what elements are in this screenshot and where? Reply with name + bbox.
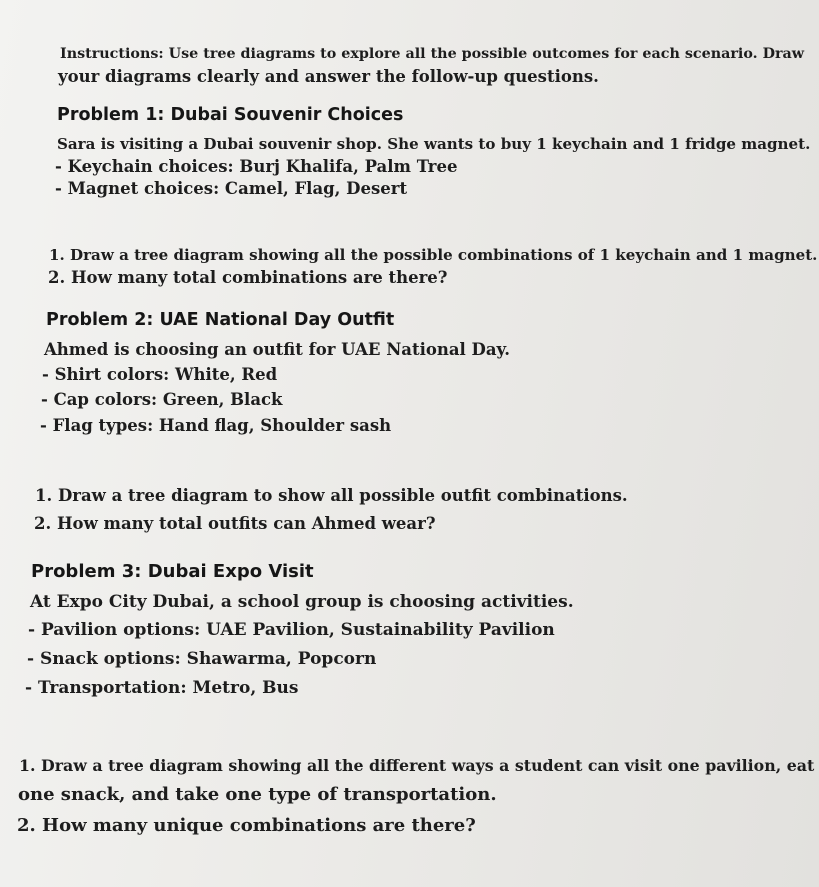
problem3-title: Problem 3: Dubai Expo Visit: [31, 561, 314, 582]
instructions-line-1: Instructions: Use tree diagrams to explore all the possible outcomes for each scenario. Draw: [60, 46, 805, 62]
problem2-option-flag: - Flag types: Hand flag, Shoulder sash: [40, 416, 392, 435]
problem3-intro: At Expo City Dubai, a school group is choosing activities.: [30, 592, 574, 612]
problem3-question-1: 1. Draw a tree diagram showing all the different ways a student can visit one pavilion, eat: [19, 756, 815, 775]
problem1-question-2: 2. How many total combinations are there?: [48, 268, 448, 287]
problem3-option-transport: - Transportation: Metro, Bus: [25, 678, 299, 698]
instructions-line-2: your diagrams clearly and answer the follow-up questions.: [58, 67, 599, 86]
problem3-question-2: 2. How many unique combinations are there?: [17, 815, 476, 836]
problem1-option-keychain: - Keychain choices: Burj Khalifa, Palm Tree: [55, 157, 458, 176]
problem2-option-cap: - Cap colors: Green, Black: [41, 390, 283, 409]
problem3-option-snack: - Snack options: Shawarma, Popcorn: [27, 649, 377, 669]
problem3-option-pavilion: - Pavilion options: UAE Pavilion, Sustainability Pavilion: [28, 620, 555, 640]
problem2-intro: Ahmed is choosing an outfit for UAE National Day.: [44, 340, 510, 359]
problem3-question-1-continued: one snack, and take one type of transportation.: [18, 784, 497, 805]
problem1-intro: Sara is visiting a Dubai souvenir shop. She wants to buy 1 keychain and 1 fridge magnet.: [57, 135, 811, 153]
problem1-question-1: 1. Draw a tree diagram showing all the possible combinations of 1 keychain and 1 magnet.: [49, 246, 818, 264]
problem2-title: Problem 2: UAE National Day Outfit: [46, 310, 395, 330]
problem1-title: Problem 1: Dubai Souvenir Choices: [57, 105, 404, 125]
problem2-question-1: 1. Draw a tree diagram to show all possible outfit combinations.: [35, 486, 628, 505]
problem2-question-2: 2. How many total outfits can Ahmed wear?: [34, 514, 436, 533]
problem2-option-shirt: - Shirt colors: White, Red: [42, 365, 278, 384]
problem1-option-magnet: - Magnet choices: Camel, Flag, Desert: [55, 179, 408, 198]
